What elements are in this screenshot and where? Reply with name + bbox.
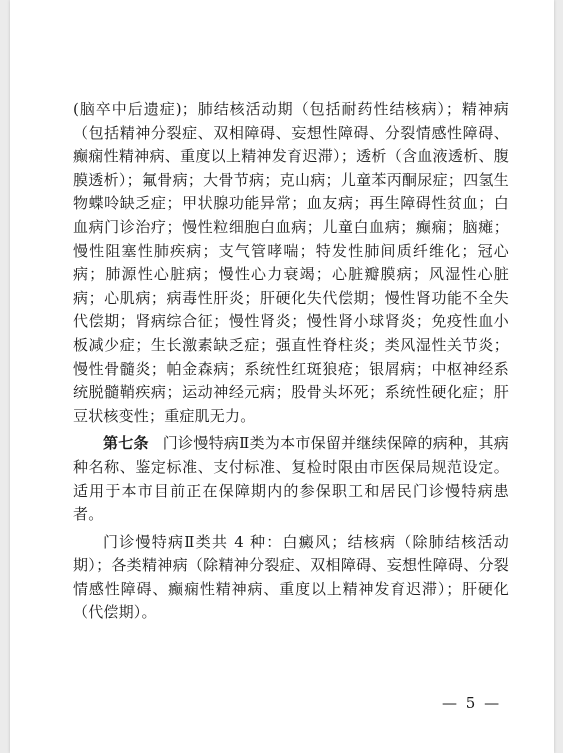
paragraph-text: 门诊慢特病Ⅱ类为本市保留并继续保障的病种，其病种名称、鉴定标准、支付标准、复检时限由市医保局规范设定。适用于本市目前正在保障期内的参保职工和居民门诊慢特病患者。: [73, 434, 509, 524]
article-label: 第七条: [103, 434, 149, 453]
paragraph-text: 门诊慢特病Ⅱ类共 4 种：白癜风；结核病（除肺结核活动期）；各类精神病（除精神分裂症、双相障碍、妄想性障碍、分裂情感性障碍、癫痫性精神病、重度以上精神发育迟滞）；肝硬化（代偿期）。: [73, 532, 509, 622]
document-page: [10, 0, 554, 753]
paragraph-article-seven: [73, 432, 509, 526]
paragraph-disease-list: [73, 98, 509, 428]
paragraph-text: (脑卒中后遗症)；肺结核活动期（包括耐药性结核病）；精神病（包括精神分裂症、双相障碍、妄想性障碍、分裂情感性障碍、癫痫性精神病、重度以上精神发育迟滞）；透析（含血液透析、腹膜透析）；氟骨病；大骨节病；克山病；儿童苯丙酮尿症；四氢生物蝶呤缺乏症；甲状腺功能异常；血友病；再生障碍性贫血；白血病门诊治疗；慢性粒细胞白血病；儿童白血病；癫痫；脑瘫；慢性阻塞性肺疾病；支气管哮喘；特发性肺间质纤维化；冠心病；肺源性心脏病；慢性心力衰竭；心脏瓣膜病；风湿性心脏病；心肌病；病毒性肝炎；肝硬化失代偿期；慢性肾功能不全失代偿期；肾病综合征；慢性肾炎；慢性肾小球肾炎；免疫性血小板减少症；生长激素缺乏症；强直性脊柱炎；类风湿性关节炎；慢性骨髓炎；帕金森病；系统性红斑狼疮；银屑病；中枢神经系统脱髓鞘疾病；运动神经元病；股骨头坏死；系统性硬化症；肝豆状核变性；重症肌无力。: [73, 100, 509, 425]
page-number: — 5 —: [442, 694, 502, 712]
paragraph-category-two-list: [73, 531, 509, 625]
document-body: [73, 98, 509, 625]
